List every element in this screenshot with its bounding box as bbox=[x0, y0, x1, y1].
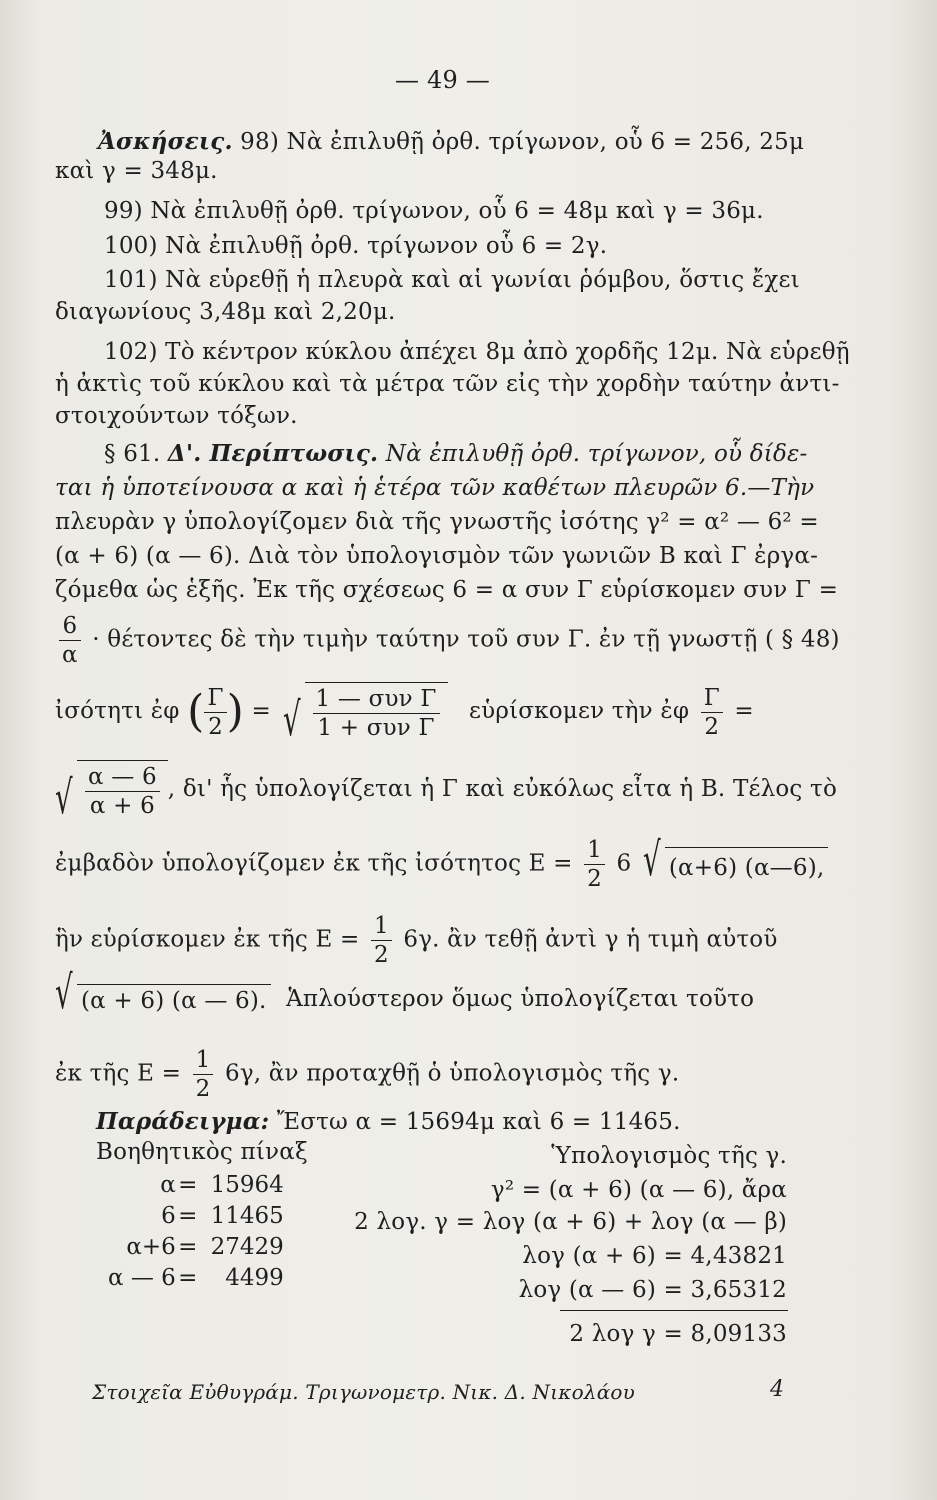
signature-mark: 4 bbox=[770, 1377, 785, 1402]
footer-title: Στοιχεῖα Εὐθυγράμ. Τριγωνομετρ. Νικ. Δ. Νικολάου bbox=[92, 1380, 636, 1404]
sqrt-a-b-ratio: √ $\frac{\alpha — 6}{\alpha + 6}$ bbox=[55, 760, 168, 820]
sqrt-area: √ (α+6) (α—6), bbox=[643, 847, 829, 882]
section-line-6: $\frac{6}{\alpha}$ · θέτοντες δὲ τὴν τιμὴν ταύτην τοῦ συν Γ. ἐν τῇ γνωστῇ ( § 48) bbox=[55, 612, 840, 669]
exercise-100: 100) Νὰ ἐπιλυθῇ ὀρθ. τρίγωνον οὗ 6 = 2γ. bbox=[104, 233, 608, 259]
section-number: § 61. bbox=[104, 441, 161, 467]
aux-table bbox=[108, 1170, 284, 1294]
exercise-102-cont1: ἡ ἀκτὶς τοῦ κύκλου καὶ τὰ μέτρα τῶν εἰς τὴν χορδὴν ταύτην ἀντι- bbox=[55, 371, 840, 397]
exercise-99: 99) Νὰ ἐπιλυθῇ ὀρθ. τρίγωνον, οὗ 6 = 48μ καὶ γ = 36μ. bbox=[104, 198, 764, 224]
section-line-11: √ (α + 6) (α — 6). Ἁπλούστερον ὅμως ὑπολογίζεται τοῦτο bbox=[55, 965, 755, 1019]
aux-table-body bbox=[108, 1170, 284, 1294]
exercises-heading: Ἀσκήσεις. bbox=[98, 128, 233, 155]
example-text: Ἔστω α = 15694μ καὶ 6 = 11465. bbox=[276, 1109, 681, 1135]
calc-row-2: 2 λογ. γ = λογ (α + 6) + λογ (α — β) bbox=[354, 1209, 787, 1235]
section-line-10: ἣν εὑρίσκομεν ἐκ τῆς Ε = $\frac{1}{2}$ 6γ. ἂν τεθῇ ἀντὶ γ ἡ τιμὴ αὐτοῦ bbox=[55, 913, 778, 968]
section-line-8: √ $\frac{\alpha — 6}{\alpha + 6}$ , δι' ἧς ὑπολογίζεται ἡ Γ καὶ εὐκόλως εἶτα ἡ Β. Τέλος τὸ bbox=[55, 760, 837, 820]
paren-open: ( bbox=[187, 686, 205, 737]
exercise-98-text: 98) Νὰ ἐπιλυθῇ ὀρθ. τρίγωνον, οὗ 6 = 256, 25μ bbox=[240, 129, 805, 155]
calc-row-3: λογ (α + 6) = 4,43821 bbox=[522, 1243, 787, 1269]
section-line-2: ται ἡ ὑποτείνουσα α καὶ ἡ ἑτέρα τῶν καθέτων πλευρῶν 6.—Τὴν bbox=[55, 475, 815, 501]
section-intro: Νὰ ἐπιλυθῇ ὀρθ. τρίγωνον, οὗ δίδε- bbox=[385, 441, 808, 467]
table-row: 6 = 11465 bbox=[161, 1203, 284, 1229]
section-line-12: ἐκ τῆς Ε = $\frac{1}{2}$ 6γ, ἂν προταχθῇ ὁ ὑπολογισμὸς τῆς γ. bbox=[55, 1047, 680, 1102]
exercise-102-cont2: στοιχούντων τόξων. bbox=[55, 403, 298, 429]
section-line-4: (α + 6) (α — 6). Διὰ τὸν ὑπολογισμὸν τῶν γωνιῶν Β καὶ Γ ἐργα- bbox=[55, 543, 819, 569]
section-case: Δ'. Περίπτωσις. bbox=[167, 440, 379, 467]
page-number: — 49 — bbox=[395, 66, 490, 94]
table-row: α+6 = 27429 bbox=[126, 1234, 284, 1260]
fraction-one-half-2: $\frac{1}{2}$ bbox=[371, 912, 392, 969]
exercise-102: 102) Τὸ κέντρον κύκλου ἀπέχει 8μ ἀπὸ χορδῆς 12μ. Νὰ εὑρεθῇ bbox=[104, 339, 850, 365]
section-line-5: ζόμεθα ὡς ἑξῆς. Ἐκ τῆς σχέσεως 6 = α συν Γ εὑρίσκομεν συν Γ = bbox=[55, 577, 839, 603]
section-line-9: ἐμβαδὸν ὑπολογίζομεν ἐκ τῆς ἰσότητος Ε = $\frac{1}{2}$ 6 √ (α+6) (α—6), bbox=[55, 836, 828, 893]
paren-close: ) bbox=[226, 686, 245, 737]
radical-sign-2: √ bbox=[55, 770, 73, 824]
sqrt-product: √ (α + 6) (α — 6). bbox=[55, 984, 271, 1015]
calc-row-5: 2 λογ γ = 8,09133 bbox=[569, 1321, 787, 1347]
example-label: Παράδειγμα: bbox=[96, 1108, 270, 1135]
calc-title: Ὑπολογισμὸς τῆς γ. bbox=[551, 1143, 787, 1169]
fraction-b-over-a: $\frac{6}{\alpha}$ bbox=[59, 612, 81, 669]
aux-table-title: Βοηθητικὸς πίναξ bbox=[96, 1139, 308, 1165]
exercise-101-cont: διαγωνίους 3,48μ καὶ 2,20μ. bbox=[55, 299, 396, 325]
exercise-101: 101) Νὰ εὑρεθῇ ἡ πλευρὰ καὶ αἱ γωνίαι ῥόμβου, ὅστις ἔχει bbox=[104, 267, 800, 293]
table-row: α = 15964 bbox=[160, 1172, 284, 1198]
radical-sign: √ bbox=[282, 692, 301, 746]
section-line-7: ἰσότητι ἐφ ( $\frac{\Gamma}{2}$ ) = √ $\frac{\text{1 — συν Γ}}{\text{1 + συν Γ}}$ εὑρίσκομεν τὴν ἐφ $\frac{\Gamma}{2}$ = bbox=[55, 682, 754, 742]
radical-sign-3: √ bbox=[642, 832, 661, 886]
sum-rule bbox=[560, 1310, 788, 1311]
section-line-3: πλευρὰν γ ὑπολογίζομεν διὰ τῆς γνωστῆς ἰσότης γ² = α² — 6² = bbox=[55, 509, 819, 535]
example-line bbox=[96, 1108, 681, 1136]
exercise-98-cont: καὶ γ = 348μ. bbox=[55, 158, 218, 184]
section-61-heading bbox=[104, 440, 808, 468]
calc-row-1: γ² = (α + 6) (α — 6), ἄρα bbox=[490, 1177, 787, 1203]
radical-sign-4: √ bbox=[55, 965, 73, 1019]
fraction-gamma-half: $\frac{\Gamma}{2}$ bbox=[204, 684, 226, 741]
fraction-gamma-half-2: $\frac{\Gamma}{2}$ bbox=[701, 684, 723, 741]
table-row: α — 6 = 4499 bbox=[108, 1265, 284, 1291]
exercise-98 bbox=[98, 128, 804, 156]
sqrt-cos-ratio: √ $\frac{\text{1 — συν Γ}}{\text{1 + συν Γ}}$ bbox=[283, 682, 448, 742]
equals-sign: = bbox=[251, 698, 272, 724]
fraction-one-half-3: $\frac{1}{2}$ bbox=[193, 1046, 214, 1103]
fraction-one-half-1: $\frac{1}{2}$ bbox=[584, 836, 605, 893]
calc-row-4: λογ (α — 6) = 3,65312 bbox=[518, 1277, 787, 1303]
